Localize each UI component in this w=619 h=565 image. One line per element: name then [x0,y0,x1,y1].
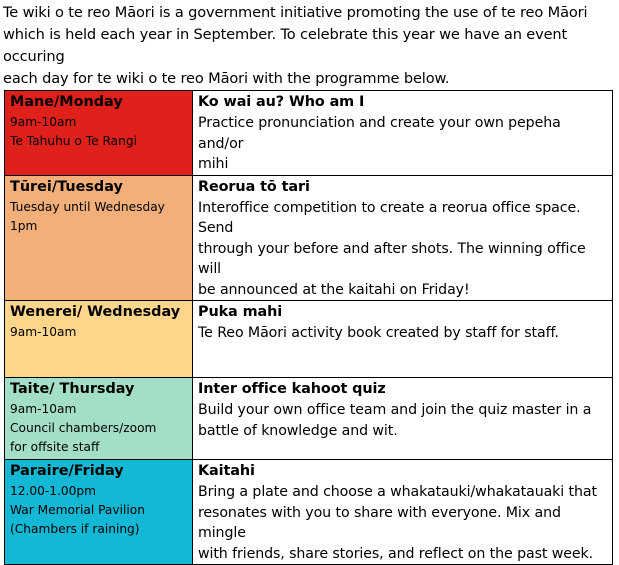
day-cell-thursday [5,378,193,460]
event-description-line: with friends, share stories, and reflect on the past week. [198,545,594,562]
event-cell-thursday [193,378,613,460]
event-title: Ko wai au? Who am I [198,94,365,110]
day-title: Paraire/Friday [10,463,124,479]
event-title: Inter office kahoot quiz [198,381,386,397]
event-cell-tuesday [193,175,613,301]
event-description-line: battle of knowledge and wit. [198,422,398,439]
day-time: 9am-10am [10,115,77,129]
day-location: for offsite staff [10,440,100,454]
table-row-friday [5,460,613,565]
day-time: 9am-10am [10,325,77,339]
table-row-monday [5,91,613,176]
event-description-line: Te Reo Māori activity book created by staff for staff. [198,325,559,341]
day-time: Tuesday until Wednesday [10,199,165,214]
table-row-wednesday [5,301,613,378]
event-description-line: Build your own office team and join the quiz master in a [198,402,592,418]
event-cell-friday [193,460,613,565]
intro-paragraph [3,2,615,90]
day-location: Te Tahuhu o Te Rangi [10,134,137,148]
event-description-line: Practice pronunciation and create your own pepeha and/or [198,115,561,152]
event-title: Reorua tō tari [198,178,310,195]
event-cell-wednesday [193,301,613,378]
day-cell-friday [5,460,193,565]
day-time: 1pm [10,218,38,233]
table-row-tuesday [5,175,613,301]
event-title: Kaitahi [198,463,255,479]
day-time: 9am-10am [10,402,77,416]
event-description-line: Interoffice competition to create a reorua office space. Send [198,199,581,236]
event-description-line: be announced at the kaitahi on Friday! [198,281,470,298]
intro-line: Te wiki o te reo Māori is a government initiative promoting the use of te reo Māori [3,4,588,21]
day-title: Tūrei/Tuesday [10,178,123,195]
event-description-line: mihi [198,156,229,172]
day-location: Council chambers/zoom [10,421,157,435]
day-cell-monday [5,91,193,176]
day-time: 12.00-1.00pm [10,484,97,498]
day-title: Taite/ Thursday [10,381,135,397]
intro-line: which is held each year in September. To celebrate this year we have an event occuring [3,26,568,65]
intro-line: each day for te wiki o te reo Māori with the programme below. [3,70,450,87]
day-location: (Chambers if raining) [10,522,140,536]
event-cell-monday [193,91,613,176]
day-title: Wenerei/ Wednesday [10,304,181,320]
table-row-thursday [5,378,613,460]
day-cell-tuesday [5,175,193,301]
day-cell-wednesday [5,301,193,378]
event-description-line: Bring a plate and choose a whakatauki/whakatauaki that [198,484,597,500]
day-location: War Memorial Pavilion [10,503,145,517]
event-description-line: resonates with you to share with everyone. Mix and mingle [198,504,561,541]
event-description-line: through your before and after shots. The winning office will [198,240,586,277]
programme-table [4,90,613,565]
event-title: Puka mahi [198,304,283,320]
day-title: Mane/Monday [10,94,123,110]
